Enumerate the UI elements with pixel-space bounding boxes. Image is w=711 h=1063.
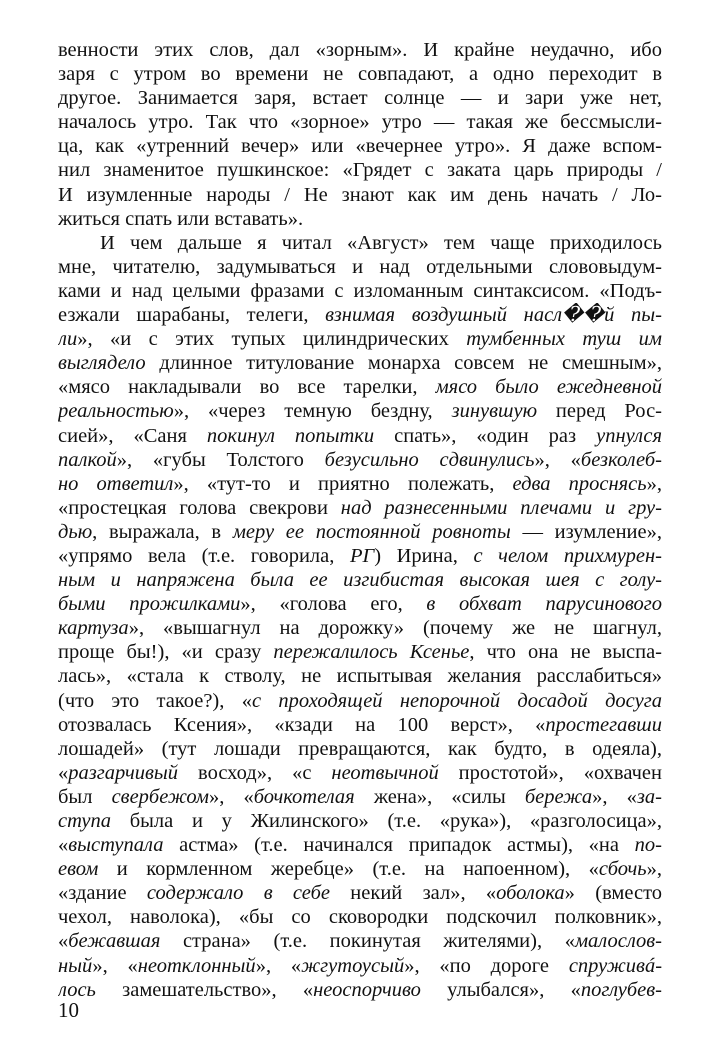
text-fragment: простотой», «охвачен	[438, 761, 662, 784]
italic-quote-fragment: реальностью	[58, 400, 174, 423]
text-line	[58, 134, 662, 158]
italic-quote-fragment: меру ее постоянной ровноты	[232, 520, 511, 543]
text-fragment: лошадей» (тут лошади превращаются, как будто, в одеяла),	[58, 737, 662, 760]
italic-quote-fragment: евом	[58, 858, 99, 881]
text-fragment: », «	[592, 785, 637, 808]
text-fragment: — изумление»,	[510, 520, 662, 543]
text-fragment: жена», «силы	[354, 785, 525, 808]
text-fragment: сией», «Саня	[58, 424, 207, 447]
text-line	[58, 761, 662, 785]
text-fragment: другое. Занимается заря, встает солнце — и зари уже нет,	[58, 87, 662, 110]
text-fragment: чехол, наволока), «бы со сковородки подскочил полковник»,	[58, 906, 662, 929]
italic-quote-fragment: лось	[58, 978, 96, 1001]
text-fragment: », «через темную бездну,	[173, 400, 452, 423]
text-fragment: », «губы Толстого	[116, 448, 325, 471]
italic-quote-fragment: в обхват парусинового	[426, 593, 662, 616]
text-line	[58, 279, 662, 303]
text-line	[58, 905, 662, 929]
text-line	[58, 158, 662, 182]
italic-quote-fragment: РГ	[350, 544, 375, 567]
text-line	[58, 978, 662, 1002]
text-fragment: житься спать или вставать».	[58, 207, 304, 230]
italic-quote-fragment: пережалилось Ксенье	[273, 641, 470, 664]
italic-quote-fragment: малослов-	[574, 930, 662, 953]
text-fragment: лась», «стала к стволу, не испытывая желания расслабиться»	[58, 665, 662, 688]
page-number: 10	[58, 998, 79, 1022]
italic-quote-fragment: едва проснясь	[512, 472, 647, 495]
italic-quote-fragment: мясо было ежедневной	[435, 376, 662, 399]
text-fragment: », «тут-то и приятно полежать,	[173, 472, 513, 495]
text-line	[58, 544, 662, 568]
text-fragment: «упрямо вела (т.е. говорила,	[58, 544, 350, 567]
text-line	[58, 351, 662, 375]
text-line	[58, 86, 662, 110]
text-fragment: «мясо накладывали во все тарелки,	[58, 376, 436, 399]
text-fragment: улыбался», «	[420, 978, 581, 1001]
text-line	[58, 231, 662, 255]
italic-quote-fragment: покинул попытки	[206, 424, 375, 447]
text-fragment: началось утро. Так что «зорное» утро — такая же бессмысли-	[58, 111, 662, 134]
italic-quote-fragment: неотклонный	[137, 954, 256, 977]
text-line	[58, 472, 662, 496]
italic-quote-fragment: разгарчивый	[68, 761, 179, 784]
italic-quote-fragment: неоспорчиво	[313, 978, 421, 1001]
italic-quote-fragment: с проходящей непорочной досадой досуга	[251, 689, 662, 712]
italic-quote-fragment: за-	[636, 785, 662, 808]
text-fragment: »,	[646, 472, 662, 495]
text-fragment: замешательство», «	[95, 978, 314, 1001]
text-fragment: », «вышагнул на дорожку» (почему же не шагнул,	[128, 617, 662, 640]
italic-quote-fragment: палкой	[58, 448, 117, 471]
text-line	[58, 713, 662, 737]
italic-quote-fragment: быми прожилками	[58, 593, 241, 616]
text-fragment: заря с утром во времени не совпадают, а одно переходит в	[58, 63, 662, 86]
italic-quote-fragment: с челом прихмурен-	[473, 544, 662, 567]
text-line	[58, 110, 662, 134]
text-fragment: перед Рос-	[537, 400, 662, 423]
text-fragment: восход», «с	[178, 761, 332, 784]
text-fragment: », «	[208, 785, 254, 808]
text-line	[58, 954, 662, 978]
text-line	[58, 568, 662, 592]
italic-quote-fragment: ли	[58, 328, 78, 351]
italic-quote-fragment: зинувшую	[451, 400, 538, 423]
italic-quote-fragment: безколеб-	[580, 448, 662, 471]
body-text	[58, 38, 662, 1002]
italic-quote-fragment: выступала	[68, 834, 164, 857]
text-fragment: ца, как «утренний вечер» или «вечернее утро». Я даже вспом-	[58, 135, 662, 158]
text-fragment: », «по дороге	[404, 954, 569, 977]
italic-quote-fragment: бежавшая	[68, 930, 161, 953]
text-fragment: была и у Жилинского» (т.е. «рука»), «разголосица»,	[111, 810, 662, 832]
text-fragment: и кормленном жеребце» (т.е. на напоенном), «	[98, 858, 599, 881]
italic-quote-fragment: бочкотелая	[253, 785, 355, 808]
text-line	[58, 448, 662, 472]
text-line	[58, 207, 662, 231]
text-line	[58, 327, 662, 351]
text-fragment: «здание	[58, 882, 147, 905]
text-fragment: », «	[92, 954, 138, 977]
italic-quote-fragment: выглядело	[58, 352, 146, 375]
italic-quote-fragment: над разнесенными плечами и гру-	[340, 496, 662, 519]
text-fragment: ками и над целыми фразами с изломанным синтаксисом. «Подъ-	[58, 279, 662, 302]
text-line	[58, 496, 662, 520]
text-line	[58, 424, 662, 448]
italic-quote-fragment: дью	[58, 520, 93, 543]
text-line	[58, 833, 662, 857]
italic-quote-fragment: безусильно сдвинулись	[324, 448, 535, 471]
text-fragment: И чем дальше я читал «Август» тем чаще приходилось	[100, 231, 662, 254]
text-fragment: мне, читателю, задумываться и над отдельными слововыдум-	[58, 255, 662, 278]
text-line	[58, 737, 662, 761]
italic-quote-fragment: содержало в себе	[146, 882, 330, 905]
text-fragment: «	[58, 930, 69, 953]
text-line	[58, 809, 662, 833]
text-line	[58, 640, 662, 664]
italic-quote-fragment: ным и напряжена была ее изгибистая высокая шея с голу-	[58, 569, 662, 592]
text-fragment: »,	[646, 858, 662, 881]
italic-quote-fragment: бережа	[524, 785, 593, 808]
text-fragment: , выражала, в	[92, 520, 233, 543]
text-line	[58, 255, 662, 279]
text-fragment: , что она не выспа-	[469, 641, 662, 664]
text-fragment: венности этих слов, дал «зорным». И крайне неудачно, ибо	[58, 39, 662, 61]
text-line	[58, 399, 662, 423]
text-line	[58, 62, 662, 86]
text-fragment: «простецкая голова свекрови	[58, 496, 341, 519]
text-line	[58, 592, 662, 616]
text-fragment: проще бы!), «и сразу	[58, 641, 274, 664]
text-line	[58, 857, 662, 881]
text-fragment: », «голова его,	[240, 593, 427, 616]
text-line	[58, 881, 662, 905]
text-fragment: некий зал», «	[329, 882, 497, 905]
italic-quote-fragment: свербежом	[111, 785, 209, 808]
text-fragment: страна» (т.е. покинутая жителями), «	[160, 930, 575, 953]
italic-quote-fragment: сбочь	[598, 858, 647, 881]
text-fragment: (что это такое?), «	[58, 689, 252, 712]
text-line	[58, 520, 662, 544]
italic-quote-fragment: упнулся	[596, 424, 662, 447]
text-line	[58, 38, 662, 62]
text-fragment: » (вместо	[564, 882, 662, 905]
text-fragment: длинное титулование монарха совсем не смешным»,	[145, 352, 662, 375]
text-fragment: был	[58, 785, 112, 808]
text-line	[58, 929, 662, 953]
italic-quote-fragment: простегавши	[545, 713, 662, 736]
italic-quote-fragment: ступа	[58, 810, 111, 832]
text-fragment: », «	[255, 954, 302, 977]
text-line	[58, 664, 662, 688]
text-fragment: », «	[534, 448, 581, 471]
italic-quote-fragment: картуза	[58, 617, 129, 640]
italic-quote-fragment: жгутоусый	[301, 954, 405, 977]
italic-quote-fragment: поглубев-	[580, 978, 662, 1001]
italic-quote-fragment: неотвычной	[331, 761, 439, 784]
text-line	[58, 303, 662, 327]
italic-quote-fragment: спруживá-	[568, 954, 662, 977]
italic-quote-fragment: взнимая воздушный насл��й пы-	[325, 304, 662, 327]
text-fragment: астма» (т.е. начинался припадок астмы), «на	[163, 834, 635, 857]
text-line	[58, 616, 662, 640]
text-fragment: ) Ирина,	[374, 544, 474, 567]
text-fragment: спать», «один раз	[374, 424, 597, 447]
text-fragment: езжали шарабаны, телеги,	[58, 304, 326, 327]
text-fragment: «	[58, 834, 69, 857]
text-line	[58, 689, 662, 713]
text-line	[58, 785, 662, 809]
italic-quote-fragment: по-	[634, 834, 662, 857]
text-line	[58, 183, 662, 207]
text-fragment: отозвалась Ксения», «кзади на 100 верст», «	[58, 713, 546, 736]
text-fragment: », «и с этих тупых цилиндрических	[77, 328, 467, 351]
italic-quote-fragment: оболока	[496, 882, 565, 905]
italic-quote-fragment: тумбенных туш им	[466, 328, 662, 351]
text-fragment: И изумленные народы / Не знают как им день начать / Ло-	[58, 183, 662, 206]
text-fragment: «	[58, 761, 69, 784]
text-line	[58, 375, 662, 399]
italic-quote-fragment: ный	[58, 954, 93, 977]
italic-quote-fragment: но ответил	[58, 472, 174, 495]
text-fragment: нил знаменитое пушкинское: «Грядет с заката царь природы /	[58, 159, 662, 182]
